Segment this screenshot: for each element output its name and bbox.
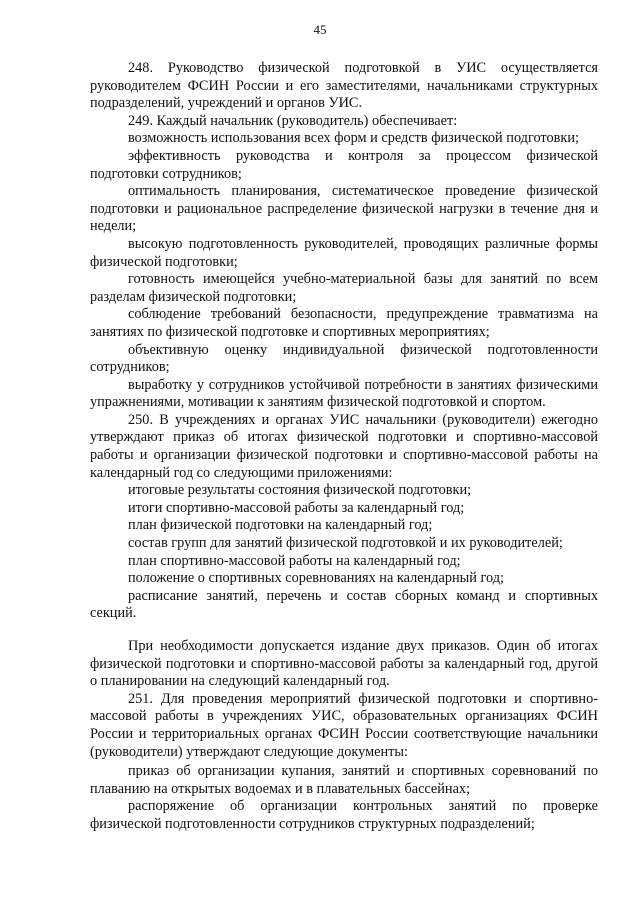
paragraph-note: При необходимости допускается издание двух приказов. Один об итогах физической подготовки и спортивно-массовой работы за календарный год, другой о планировании на следующий календарный год.: [90, 638, 598, 690]
list-item: положение о спортивных соревнованиях на календарный год;: [128, 570, 504, 587]
paragraph-249: 249. Каждый начальник (руководитель) обеспечивает:: [128, 112, 458, 129]
list-item: соблюдение требований безопасности, предупреждение травматизма на занятиях по физической подготовке и спортивных мероприятиях;: [90, 306, 598, 340]
list-item: готовность имеющейся учебно-материальной базы для занятий по всем разделам физической подготовки;: [90, 271, 598, 305]
list-item: высокую подготовленность руководителей, проводящих различные формы физической подготовки;: [90, 235, 598, 270]
list-item: эффективность руководства и контроля за процессом физической подготовки сотрудников;: [90, 147, 598, 182]
paragraph-248: 248. Руководство физической подготовкой в УИС осуществляется руководителем ФСИН России и его заместителями, начальниками структурных подразделений, учреждений и органов УИС.: [90, 60, 598, 112]
list-item: итоги спортивно-массовой работы за календарный год;: [128, 499, 465, 516]
list-item: состав групп для занятий физической подготовкой и их руководителей;: [128, 535, 563, 552]
list-item: распоряжение об организации контрольных занятий по проверке физической подготовленности сотрудников структурных подразделений;: [90, 798, 598, 832]
list-item: расписание занятий, перечень и состав сборных команд и спортивных секций.: [90, 587, 598, 622]
list-item: итоговые результаты состояния физической подготовки;: [128, 482, 472, 499]
document-body: [90, 60, 598, 834]
list-item: план физической подготовки на календарный год;: [128, 517, 433, 534]
list-item: оптимальность планирования, систематическое проведение физической подготовки и рациональное распределение физической нагрузки в течение дня и недели;: [90, 183, 598, 235]
paragraph-251: 251. Для проведения мероприятий физической подготовки и спортивно-массовой работы в учреждениях УИС, образовательных организациях ФСИН России и территориальных органах ФСИН России соответствующие начальники (руководители) утверждают следующие документы:: [90, 690, 598, 760]
list-item: план спортивно-массовой работы на календарный год;: [128, 552, 461, 569]
list-item: объективную оценку индивидуальной физической подготовленности сотрудников;: [90, 341, 598, 376]
paragraph-250: 250. В учреждениях и органах УИС начальники (руководители) ежегодно утверждают приказ об итогах физической подготовки и спортивно-массовой работы и организации физической подготовки и спортивно-массовой работы на календарный год со следующими приложениями:: [90, 411, 598, 481]
list-item: приказ об организации купания, занятий и спортивных соревнований по плаванию на открытых водоемах и в плавательных бассейнах;: [90, 763, 598, 797]
list-item: выработку у сотрудников устойчивой потребности в занятиях физическими упражнениями, мотивации к занятиям физической подготовкой и спортом.: [90, 376, 598, 411]
list-item: возможность использования всех форм и средств физической подготовки;: [128, 130, 579, 147]
page-number: 45: [313, 22, 327, 37]
